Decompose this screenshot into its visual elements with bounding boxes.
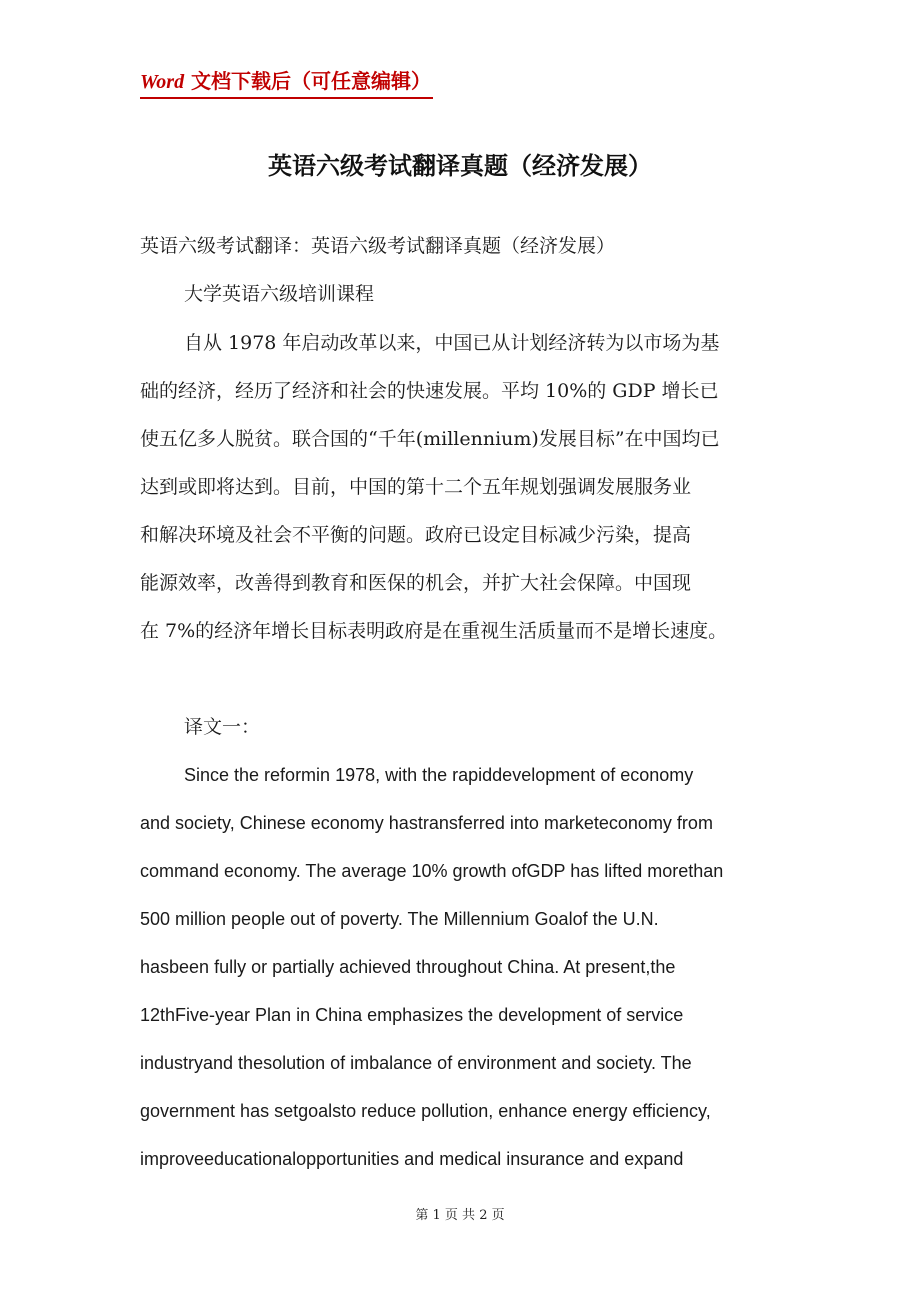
header-download-note[interactable] bbox=[140, 66, 433, 99]
english-line: improveeducationalopportunities and medical insurance and expand bbox=[140, 1149, 684, 1169]
chinese-line: 达到或即将达到。目前，中国的第十二个五年规划强调发展服务业 bbox=[140, 476, 692, 498]
english-line: command economy. The average 10% growth ofGDP has lifted morethan bbox=[140, 861, 724, 881]
chinese-line: 础的经济，经历了经济和社会的快速发展。平均 10%的 GDP 增长已 bbox=[140, 380, 719, 402]
translation-label: 译文一： bbox=[184, 716, 261, 738]
english-line: hasbeen fully or partially achieved throughout China. At present,the bbox=[140, 957, 676, 977]
chinese-line: 使五亿多人脱贫。联合国的“千年(millennium)发展目标”在中国均已 bbox=[140, 428, 720, 450]
course-label: 大学英语六级培训课程 bbox=[184, 283, 375, 305]
chinese-line: 自从 1978 年启动改革以来，中国已从计划经济转为以市场为基 bbox=[184, 332, 720, 354]
english-line: 12thFive-year Plan in China emphasizes the development of service bbox=[140, 1005, 684, 1025]
english-line: and society, Chinese economy hastransferred into marketeconomy from bbox=[140, 813, 713, 833]
page-footer: 第 1 页 共 2 页 bbox=[415, 1208, 505, 1223]
english-line: Since the reformin 1978, with the rapiddevelopment of economy bbox=[184, 765, 694, 785]
document-title: 英语六级考试翻译真题（经济发展） bbox=[268, 151, 652, 180]
header-word-label: Word bbox=[140, 71, 185, 93]
english-line: industryand thesolution of imbalance of environment and society. The bbox=[140, 1053, 692, 1073]
chinese-line: 和解决环境及社会不平衡的问题。政府已设定目标减少污染，提高 bbox=[140, 524, 692, 546]
english-line: 500 million people out of poverty. The Millennium Goalof the U.N. bbox=[140, 909, 659, 929]
header-rest-label: 文档下载后（可任意编辑） bbox=[184, 69, 432, 93]
document-subtitle: 英语六级考试翻译：英语六级考试翻译真题（经济发展） bbox=[140, 235, 616, 257]
chinese-line: 能源效率，改善得到教育和医保的机会，并扩大社会保障。中国现 bbox=[140, 572, 692, 594]
chinese-line: 在 7%的经济年增长目标表明政府是在重视生活质量而不是增长速度。 bbox=[140, 620, 728, 642]
english-line: government has setgoalsto reduce pollution, enhance energy efficiency, bbox=[140, 1101, 711, 1121]
